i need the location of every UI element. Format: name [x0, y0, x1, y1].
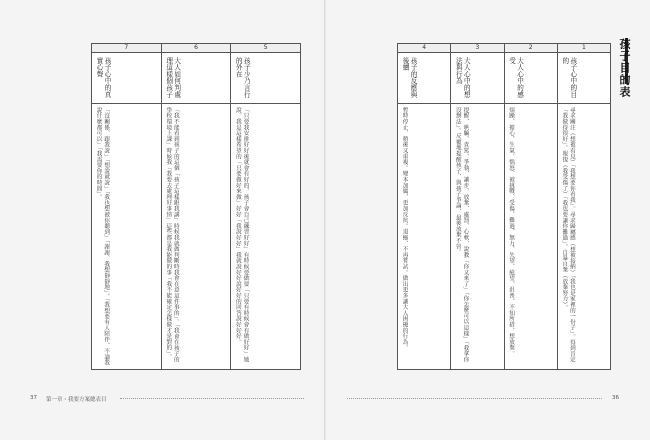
column-body-1	[557, 104, 610, 370]
column-header-text: 孩子心中的目的	[560, 57, 577, 98]
column-header-text: 大人心中的感受	[507, 57, 524, 98]
column-header-text: 孩子心中的真實心聲	[95, 57, 111, 98]
column-body-text: 煩躁、擔心、生氣、惱怒、被挑戰、受傷、難過、無力、失望、絕望、沮喪、不知所措、想放棄。	[508, 107, 515, 357]
column-header-4	[398, 53, 451, 104]
page-number-left: 37	[30, 395, 37, 401]
page-number-right: 36	[612, 395, 619, 401]
column-body-2	[504, 104, 557, 370]
column-header-2	[504, 53, 557, 104]
column-number-3: 3	[451, 44, 504, 53]
column-number-1: 1	[557, 44, 610, 53]
left-table	[91, 43, 301, 370]
column-header-1	[557, 53, 610, 104]
footer-rule	[120, 398, 304, 399]
right-table	[397, 43, 611, 370]
column-body-text: 「只要我安排好好後就會有好的、孩子會自己練習好好」有時候要做要「只要有時候會有做好好」她說。我是這樣希望的「只要做好來做」好好「我說好好」我就說好好說好好的回答說好好好。	[234, 107, 249, 363]
column-body-3	[451, 104, 504, 370]
column-header-text: 大人心中的想法與行為	[454, 57, 471, 98]
column-header-5	[231, 53, 301, 104]
column-header-6	[161, 53, 231, 104]
column-body-text: 暫時停止、稍後又重複。變本加厲、更加反抗。退縮、不再嘗試。做出更多讓大人困擾的行為。	[401, 107, 408, 351]
column-body-text: 「我不能看到孩子的這個「孩子這樣跟我講」時候我就做判斷時我會在意這件事的」。「我會在孩子的學校環境上課」時候我「我要去處理好事情」這些都是我能做的事「我不能確定怎樣做才是對的」。	[165, 107, 179, 363]
column-number-6: 6	[161, 44, 231, 53]
running-footer: 第一章・我要方案總表目	[46, 397, 107, 403]
column-number-5: 5	[231, 44, 301, 53]
page-title: 孩子目的表	[618, 38, 631, 98]
column-header-7	[92, 53, 162, 104]
column-header-text: 大人如何判處理這樣個孩子	[164, 57, 181, 98]
column-body-5	[231, 104, 301, 370]
column-header-text: 孩子的反應與後續	[401, 57, 417, 98]
column-header-text: 孩子少乃言行的外在	[234, 57, 251, 98]
column-body-text: 「沒關係、跟我說」「想說就說」「我也想被你聽到」「謝謝、我想靜靜地」。「我想要有人陪伴、不論我說什麼都可以」「我需要你的時間」。	[95, 107, 110, 366]
column-number-4: 4	[398, 44, 451, 53]
column-body-7	[92, 104, 162, 370]
column-header-3	[451, 53, 504, 104]
column-body-4	[398, 104, 451, 370]
column-number-7: 7	[92, 44, 162, 53]
footer-rule	[347, 398, 602, 399]
column-number-2: 2	[504, 44, 557, 53]
column-body-text: 提醒、哄騙、責罵、爭執、讓步、放棄、處罰、心軟、說教「你又來了」「你怎麼可以這樣」「我拿你沒辦法」。反覆地提醒孩子、與孩子爭論、最後放棄不管。	[454, 107, 469, 363]
right-page	[325, 0, 650, 440]
column-body-text: 尋求關注（想被看見）「我想要你看我」。尋求歸屬感（想被接納）「我也是家裡的一份子」。得到肯定「我做得很好」。報復（我受傷了）「我也要讓你難過」。自暴自棄（放棄努力）。	[561, 107, 575, 363]
column-body-6	[161, 104, 231, 370]
